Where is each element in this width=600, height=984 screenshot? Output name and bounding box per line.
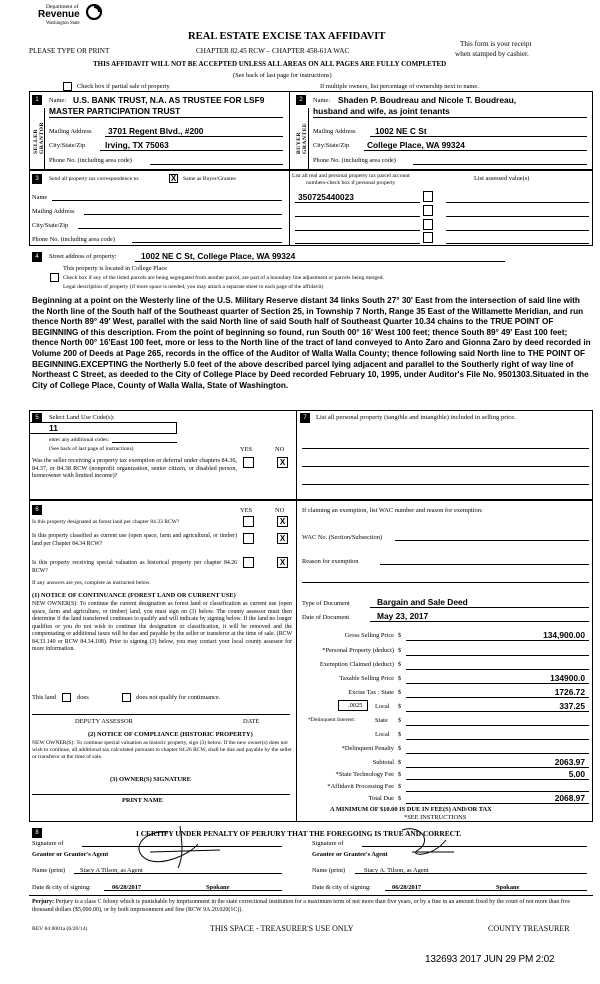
- notice-2-title: (2) NOTICE OF COMPLIANCE (HISTORIC PROPERTY): [88, 731, 253, 738]
- grantor-date-label: Date & city of signing:: [32, 884, 91, 891]
- partial-sale-checkbox[interactable]: [63, 82, 72, 91]
- reason-label: Reason for exemption: [302, 558, 359, 565]
- legal-description[interactable]: Beginning at a point on the Westerly line of the U.S. Military Reserve distant 34 links South 27° 30' East from the intersection of said line with the North line of the South half of the Southeast quarter of Section 25, in Township 7 North, Range 35 East of the Willamette Meridian, and run thence North 89° 49' West, parallel with the said North line of said South half of Southeast Quarter 10.34 chains to the TRUE POINT OF BEGINNING of this description. From the point of beginning so found, run South 00° 16' West 100 feet; thence South 89° 49' East 100 feet; thence North 00° 16'East 100 feet, more or less to the North line of the tract of land conveyed to Anto Zaro and Gionna Zaro by deed recorded in Volume 200 of Deeds at Page 265, records in the office of the Auditor of Walla Walla County; thence following said North line to THE POINT OF BEGINNING.EXCEPTING the Northerly 5.0 feet of the above described parcel lying adjacent and parallel to the Southerly right of way line of Northeast C Street, as deeded to the City of College Place by Deed recorded February 10, 1995, under Auditor's File No. 9501303.Situated in the City of College Place, County of Walla Walla, State of Washington.: [32, 296, 591, 390]
- personal-property-deduct-label: *Personal Property (deduct): [322, 647, 394, 654]
- segregated-label: Check box if any of the listed parcels are being segregated from another parcel, are part of a boundary line adjustment or parcels being merged.: [63, 275, 384, 281]
- seller-city[interactable]: Irving, TX 75063: [105, 140, 169, 150]
- historic-yes-checkbox[interactable]: [243, 557, 254, 568]
- parcel-number-1[interactable]: 350725440023: [298, 192, 354, 202]
- grantor-name-label: Name (print): [32, 867, 66, 874]
- buyer-name-label: Name:: [313, 97, 331, 104]
- grantee-name[interactable]: Stacy A. Tilson, as Agent: [364, 867, 429, 874]
- see-back: (See back of last page for instructions): [233, 72, 332, 79]
- dollar-5: $: [398, 689, 402, 696]
- personal-property-checkbox-4[interactable]: [423, 232, 433, 243]
- buyer-name-1[interactable]: Shaden P. Boudreau and Nicole T. Boudreau,: [338, 95, 517, 105]
- exemption-question: Was the seller receiving a property tax exemption or deferral under chapters 84.36, 84.37, or 84.38 RCW (nonprofit organization, senior citizen, or disabled person, homeowner with limited income)?: [32, 457, 237, 480]
- legal-description-label: Legal description of property (if more space is needed, you may attach a separate sheet to each page of the affidavit): [63, 284, 324, 290]
- deputy-assessor-label: DEPUTY ASSESSOR: [75, 718, 133, 725]
- does-not-label: does not qualify for continuance.: [136, 694, 221, 701]
- excise-state-value[interactable]: 1726.72: [554, 687, 585, 697]
- dollar-9: $: [398, 745, 402, 752]
- total-due-value[interactable]: 2068.97: [554, 793, 585, 803]
- gross-price-value[interactable]: 134,900.00: [543, 630, 585, 640]
- dollar-10: $: [398, 759, 402, 766]
- seller-side-label: SELLER GRANTOR: [33, 122, 45, 154]
- section-3-num: 3: [32, 174, 42, 184]
- located-in: This property is located in College Place: [63, 265, 167, 272]
- land-use-see-back: (See back of last page of instructions): [49, 446, 134, 452]
- agency-state: Washington State: [46, 21, 80, 26]
- notice-1-title: (1) NOTICE OF CONTINUANCE (FOREST LAND OR CURRENT USE): [32, 592, 236, 599]
- any-yes-note: If any answers are yes, complete as instructed below.: [32, 580, 151, 586]
- personal-property-label: List all personal property (tangible and intangible) included in selling price.: [316, 414, 516, 421]
- grantee-name-label: Name (print): [312, 867, 346, 874]
- owner-signature-label: (3) OWNER(S) SIGNATURE: [110, 776, 191, 783]
- buyer-mailing[interactable]: 1002 NE C St: [375, 126, 427, 136]
- corr-phone-label: Phone No. (including area code): [32, 236, 115, 243]
- dollar-7: $: [398, 717, 402, 724]
- claiming-exemption-label: If claiming an exemption, list WAC number and reason for exemption:: [302, 507, 483, 514]
- land-use-yes: YES: [240, 446, 253, 453]
- section-4-num: 4: [32, 252, 42, 262]
- does-checkbox[interactable]: [62, 693, 71, 702]
- treasurer-only: THIS SPACE - TREASURER'S USE ONLY: [210, 924, 354, 933]
- buyer-phone-label: Phone No. (including area code): [313, 157, 396, 164]
- forest-no-checkbox[interactable]: X: [277, 516, 288, 527]
- delinquent-interest-label: *Delinquent Interest:: [308, 717, 356, 723]
- personal-property-checkbox-3[interactable]: [423, 219, 433, 230]
- personal-property-checkbox-2[interactable]: [423, 205, 433, 216]
- dollar-6: $: [398, 703, 402, 710]
- see-instructions: *SEE INSTRUCTIONS: [404, 814, 467, 821]
- seller-name-2[interactable]: MASTER PARTICIPATION TRUST: [49, 106, 181, 116]
- corr-mailing-label: Mailing Address: [32, 208, 75, 215]
- parcel-header-2: numbers-check box if personal property: [306, 180, 396, 186]
- notice-2-text: NEW OWNER(S): To continue special valuation as historic property, sign (3) below. If the new owner(s) does not wish to continue, all additional tax calculated pursuant to chapter 84.26 RCW, shall be due and payable by the seller or transferor at the time of sale.: [32, 740, 292, 761]
- dollar-3: $: [398, 661, 402, 668]
- grantor-date[interactable]: 06/28/2017: [112, 884, 142, 891]
- exemption-no-checkbox[interactable]: X: [277, 457, 288, 468]
- forest-land-question: Is this property designated as forest land per chapter 84.33 RCW?: [32, 519, 180, 525]
- assessed-header: List assessed value(s): [474, 175, 530, 182]
- grantor-name[interactable]: Stacy A Tilson, as Agent: [80, 867, 143, 874]
- grantee-date[interactable]: 06/28/2017: [392, 884, 422, 891]
- revenue-swirl-icon: [86, 4, 102, 20]
- seller-mailing[interactable]: 3701 Regent Blvd., #200: [108, 126, 204, 136]
- perjury-notice: [32, 898, 592, 914]
- delinquent-penalty-label: *Delinquent Penalty: [341, 745, 394, 752]
- land-use-select-label: Select Land Use Code(s):: [49, 414, 115, 421]
- deputy-date-label: DATE: [243, 718, 260, 725]
- receipt-note-1: This form is your receipt: [460, 40, 532, 48]
- corr-city-label: City/State/Zip: [32, 222, 69, 229]
- delinquent-state-label: State: [375, 717, 388, 724]
- dollar-8: $: [398, 731, 402, 738]
- segregated-checkbox[interactable]: [50, 273, 59, 282]
- street-address-label: Street address of property:: [49, 253, 117, 260]
- notice-1-text: NEW OWNER(S): To continue the current designation as forest land or classification as current use (open space, farm and agriculture, or timber) land, you must sign on (3) below. The county assessor must then determine if the land transferred continues to qualify and will indicate by signing below. If the land no longer qualifies or you do not wish to continue the designation or classification, it will be removed and the compensating or additional taxes will be due and payable by the seller or transferor at the time of sale. (RCW 84.33.140 or RCW 84.34.108). Prior to signing (3) below, you may contact your local county assessor for more information.: [32, 601, 292, 652]
- partial-sale-label: Check box if partial sale of property: [77, 83, 170, 90]
- dollar-2: $: [398, 647, 402, 654]
- recording-stamp: 132693 2017 JUN 29 PM 2:02: [425, 954, 555, 965]
- chapter-ref: CHAPTER 82.45 RCW – CHAPTER 458-61A WAC: [196, 47, 350, 55]
- historic-question: Is this property receiving special valuation as historical property per chapter 84.26 RCW?: [32, 560, 237, 574]
- property-street-address[interactable]: 1002 NE C St, College Place, WA 99324: [141, 251, 296, 261]
- buyer-city-label: City/State/Zip: [313, 142, 350, 149]
- seller-name-1[interactable]: U.S. BANK TRUST, N.A. AS TRUSTEE FOR LSF9: [73, 95, 265, 105]
- print-name-label: PRINT NAME: [122, 797, 163, 804]
- dollar-12: $: [398, 783, 402, 790]
- parcel-header-1: List all real and personal property tax parcel account: [292, 173, 410, 179]
- perjury-text: Perjury is a class C felony which is punishable by imprisonment in the state correctional institution for a maximum term of not more than five years, or by a fine in an amount fixed by the court of not more than five thousand dollars ($5,000.00), or by both imprisonment and fine (RCW 9A.20.020(1C)).: [32, 899, 571, 913]
- certify-statement: I CERTIFY UNDER PENALTY OF PERJURY THAT THE FOREGOING IS TRUE AND CORRECT.: [136, 829, 462, 838]
- grantee-agent-label: Grantee or Grantee's Agent: [312, 851, 388, 858]
- forest-yes-checkbox[interactable]: [243, 516, 254, 527]
- section-1-num: 1: [32, 95, 42, 105]
- multiple-owners-note: If multiple owners, list percentage of ownership next to name.: [320, 83, 479, 90]
- local-tax-value[interactable]: 337.25: [559, 701, 585, 711]
- grantee-city[interactable]: Spokane: [496, 884, 520, 891]
- perjury-label: Perjury:: [32, 899, 54, 905]
- doc-type-label: Type of Document: [302, 600, 350, 607]
- form-revision: REV 84 0001a (6/26/14): [32, 926, 88, 932]
- local-label: Local: [375, 703, 390, 710]
- processing-fee-label: *Affidavit Processing Fee: [327, 783, 394, 790]
- land-use-code[interactable]: 11: [49, 423, 58, 433]
- seller-phone-label: Phone No. (including area code): [49, 157, 132, 164]
- delinquent-local-label: Local: [375, 731, 390, 738]
- current-use-no-checkbox[interactable]: X: [277, 533, 288, 544]
- section-7-num: 7: [300, 413, 310, 423]
- grantee-sig-of: Signature of: [312, 840, 344, 847]
- grantor-agent-label: Grantor or Grantor's Agent: [32, 851, 109, 858]
- buyer-side-label: BUYER GRANTEE: [296, 122, 308, 154]
- seller-city-label: City/State/Zip: [49, 142, 86, 149]
- seller-name-label: Name:: [49, 97, 67, 104]
- dollar-11: $: [398, 771, 402, 778]
- additional-codes-label: enter any additional codes:: [49, 437, 110, 443]
- section6-yes: YES: [240, 507, 253, 514]
- agency-name: Revenue: [38, 9, 80, 20]
- subtotal-value[interactable]: 2063.97: [554, 757, 585, 767]
- section-6-num: 6: [32, 505, 42, 515]
- does-label: does: [77, 694, 89, 701]
- section-8-num: 8: [32, 828, 42, 838]
- land-use-no: NO: [275, 446, 285, 453]
- doc-date[interactable]: May 23, 2017: [377, 611, 429, 621]
- dollar-4: $: [398, 675, 402, 682]
- subtotal-label: Subtotal: [372, 759, 394, 766]
- buyer-mailing-label: Mailing Address: [313, 128, 356, 135]
- corr-name-label: Name: [32, 194, 48, 201]
- section-2-num: 2: [296, 95, 306, 105]
- doc-date-label: Date of Document: [302, 614, 350, 621]
- send-correspondence-label: Send all property tax correspondence to:: [49, 176, 140, 182]
- section-5-num: 5: [32, 413, 42, 423]
- doc-type[interactable]: Bargain and Sale Deed: [377, 597, 468, 607]
- same-as-buyer-checkbox[interactable]: X: [170, 174, 177, 183]
- total-due-label: Total Due: [368, 795, 394, 802]
- gross-price-label: Gross Selling Price: [344, 632, 394, 639]
- exemption-deduct-label: Exemption Claimed (deduct): [319, 661, 394, 668]
- local-rate[interactable]: .0025: [348, 702, 363, 709]
- grantor-sig-of: Signature of: [32, 840, 64, 847]
- does-not-checkbox[interactable]: [122, 693, 131, 702]
- tech-fee-value[interactable]: 5.00: [568, 769, 585, 779]
- taxable-price-value[interactable]: 134900.0: [550, 673, 585, 683]
- exemption-yes-checkbox[interactable]: [243, 457, 254, 468]
- form-title: REAL ESTATE EXCISE TAX AFFIDAVIT: [188, 31, 386, 42]
- current-use-question: Is this property classified as current use (open space, farm and agricultural, or timber) land per Chapter 84.34 RCW?: [32, 533, 237, 547]
- excise-state-label: Excise Tax : State: [348, 689, 394, 696]
- historic-no-checkbox[interactable]: X: [277, 557, 288, 568]
- dollar-13: $: [398, 795, 402, 802]
- agency-top: Department of: [46, 4, 79, 10]
- current-use-yes-checkbox[interactable]: [243, 533, 254, 544]
- seller-mailing-label: Mailing Address: [49, 128, 92, 135]
- grantee-signature: [392, 822, 462, 862]
- minimum-due-note: A MINIMUM OF $10.00 IS DUE IN FEE(S) AND/OR TAX: [330, 806, 492, 813]
- buyer-city[interactable]: College Place, WA 99324: [367, 140, 465, 150]
- dollar-1: $: [398, 632, 402, 639]
- grantor-city[interactable]: Spokane: [206, 884, 230, 891]
- wac-label: WAC No. (Section/Subsection): [302, 534, 383, 541]
- buyer-name-2[interactable]: husband and wife, as joint tenants: [313, 106, 450, 116]
- same-as-buyer-label: Same as Buyer/Grantee: [183, 176, 236, 182]
- county-treasurer: COUNTY TREASURER: [488, 924, 570, 933]
- please-type: PLEASE TYPE OR PRINT: [29, 47, 110, 55]
- grantee-date-label: Date & city of signing:: [312, 884, 371, 891]
- warning-text: THIS AFFIDAVIT WILL NOT BE ACCEPTED UNLESS ALL AREAS ON ALL PAGES ARE FULLY COMPLETED: [93, 60, 447, 68]
- receipt-note-2: when stamped by cashier.: [455, 50, 529, 58]
- section6-no: NO: [275, 507, 285, 514]
- personal-property-checkbox-1[interactable]: [423, 191, 433, 202]
- tech-fee-label: *State Technology Fee: [335, 771, 394, 778]
- this-land-label: This land: [32, 694, 56, 701]
- taxable-price-label: Taxable Selling Price: [339, 675, 394, 682]
